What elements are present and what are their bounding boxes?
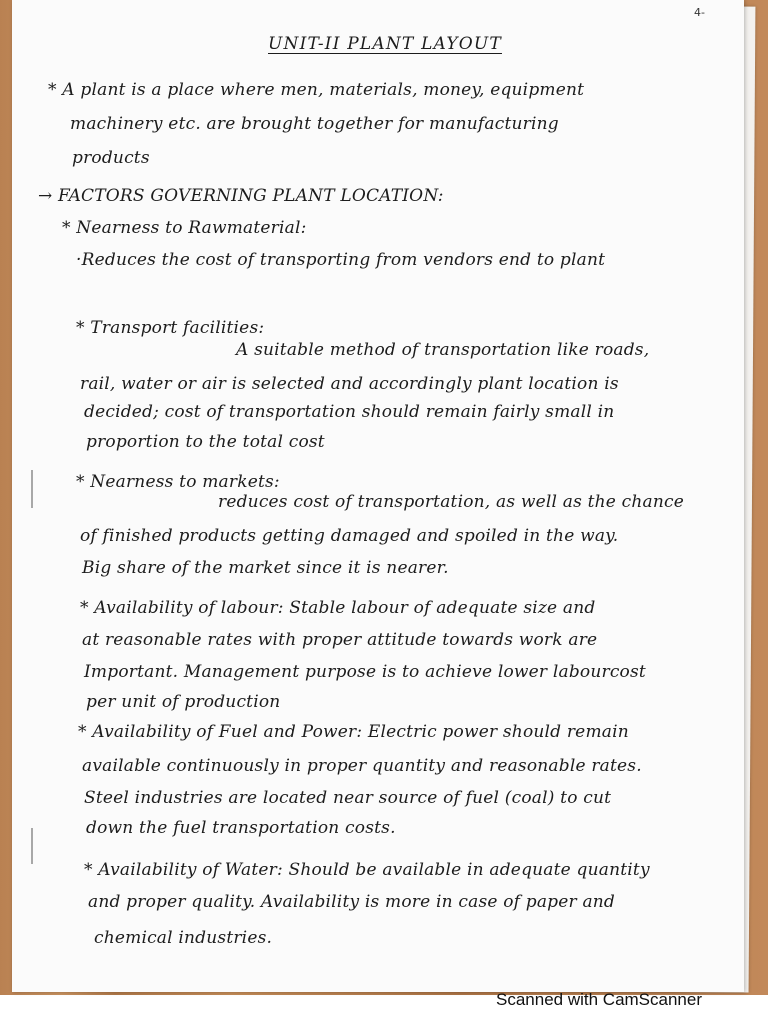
text-line: available continuously in proper quantity and reasonable rates. (82, 756, 642, 776)
margin-mark (31, 470, 33, 508)
text-line: machinery etc. are brought together for manufacturing (70, 114, 559, 134)
text-line: of finished products getting damaged and spoiled in the way. (80, 526, 619, 546)
text-line: * Availability of labour: Stable labour of adequate size and (80, 598, 596, 618)
text-line: decided; cost of transportation should remain fairly small in (84, 402, 615, 422)
page-title: UNIT-II PLANT LAYOUT (268, 34, 502, 54)
text-line: and proper quality. Availability is more in case of paper and (88, 892, 616, 912)
text-line: rail, water or air is selected and accordingly plant location is (80, 374, 619, 394)
text-line: * A plant is a place where men, materials, money, equipment (48, 80, 585, 100)
margin-mark (31, 828, 33, 864)
text-line: ·Reduces the cost of transporting from vendors end to plant (76, 250, 606, 270)
text-line: per unit of production (86, 692, 281, 712)
subheading: * Transport facilities: (76, 318, 265, 338)
text-line: * Availability of Water: Should be available in adequate quantity (84, 860, 650, 880)
text-line: Important. Management purpose is to achieve lower labourcost (84, 662, 646, 682)
text-line: Steel industries are located near source of fuel (coal) to cut (84, 788, 612, 808)
text-line: * Availability of Fuel and Power: Electric power should remain (78, 722, 629, 742)
subheading: * Nearness to Rawmaterial: (62, 218, 307, 238)
section-heading: → FACTORS GOVERNING PLANT LOCATION: (38, 186, 444, 206)
text-line: Big share of the market since it is nearer. (82, 558, 449, 578)
camscanner-watermark: Scanned with CamScanner (496, 990, 703, 1009)
corner-page-mark: 4- (694, 6, 705, 19)
text-line: chemical industries. (94, 928, 273, 948)
text-line: reduces cost of transportation, as well as the chance (218, 492, 685, 512)
subheading: * Nearness to markets: (76, 472, 280, 492)
text-line: down the fuel transportation costs. (86, 818, 396, 838)
text-line: products (72, 148, 150, 168)
text-line: proportion to the total cost (86, 432, 325, 452)
text-line: at reasonable rates with proper attitude towards work are (82, 630, 598, 650)
text-line: A suitable method of transportation like roads, (236, 340, 650, 360)
